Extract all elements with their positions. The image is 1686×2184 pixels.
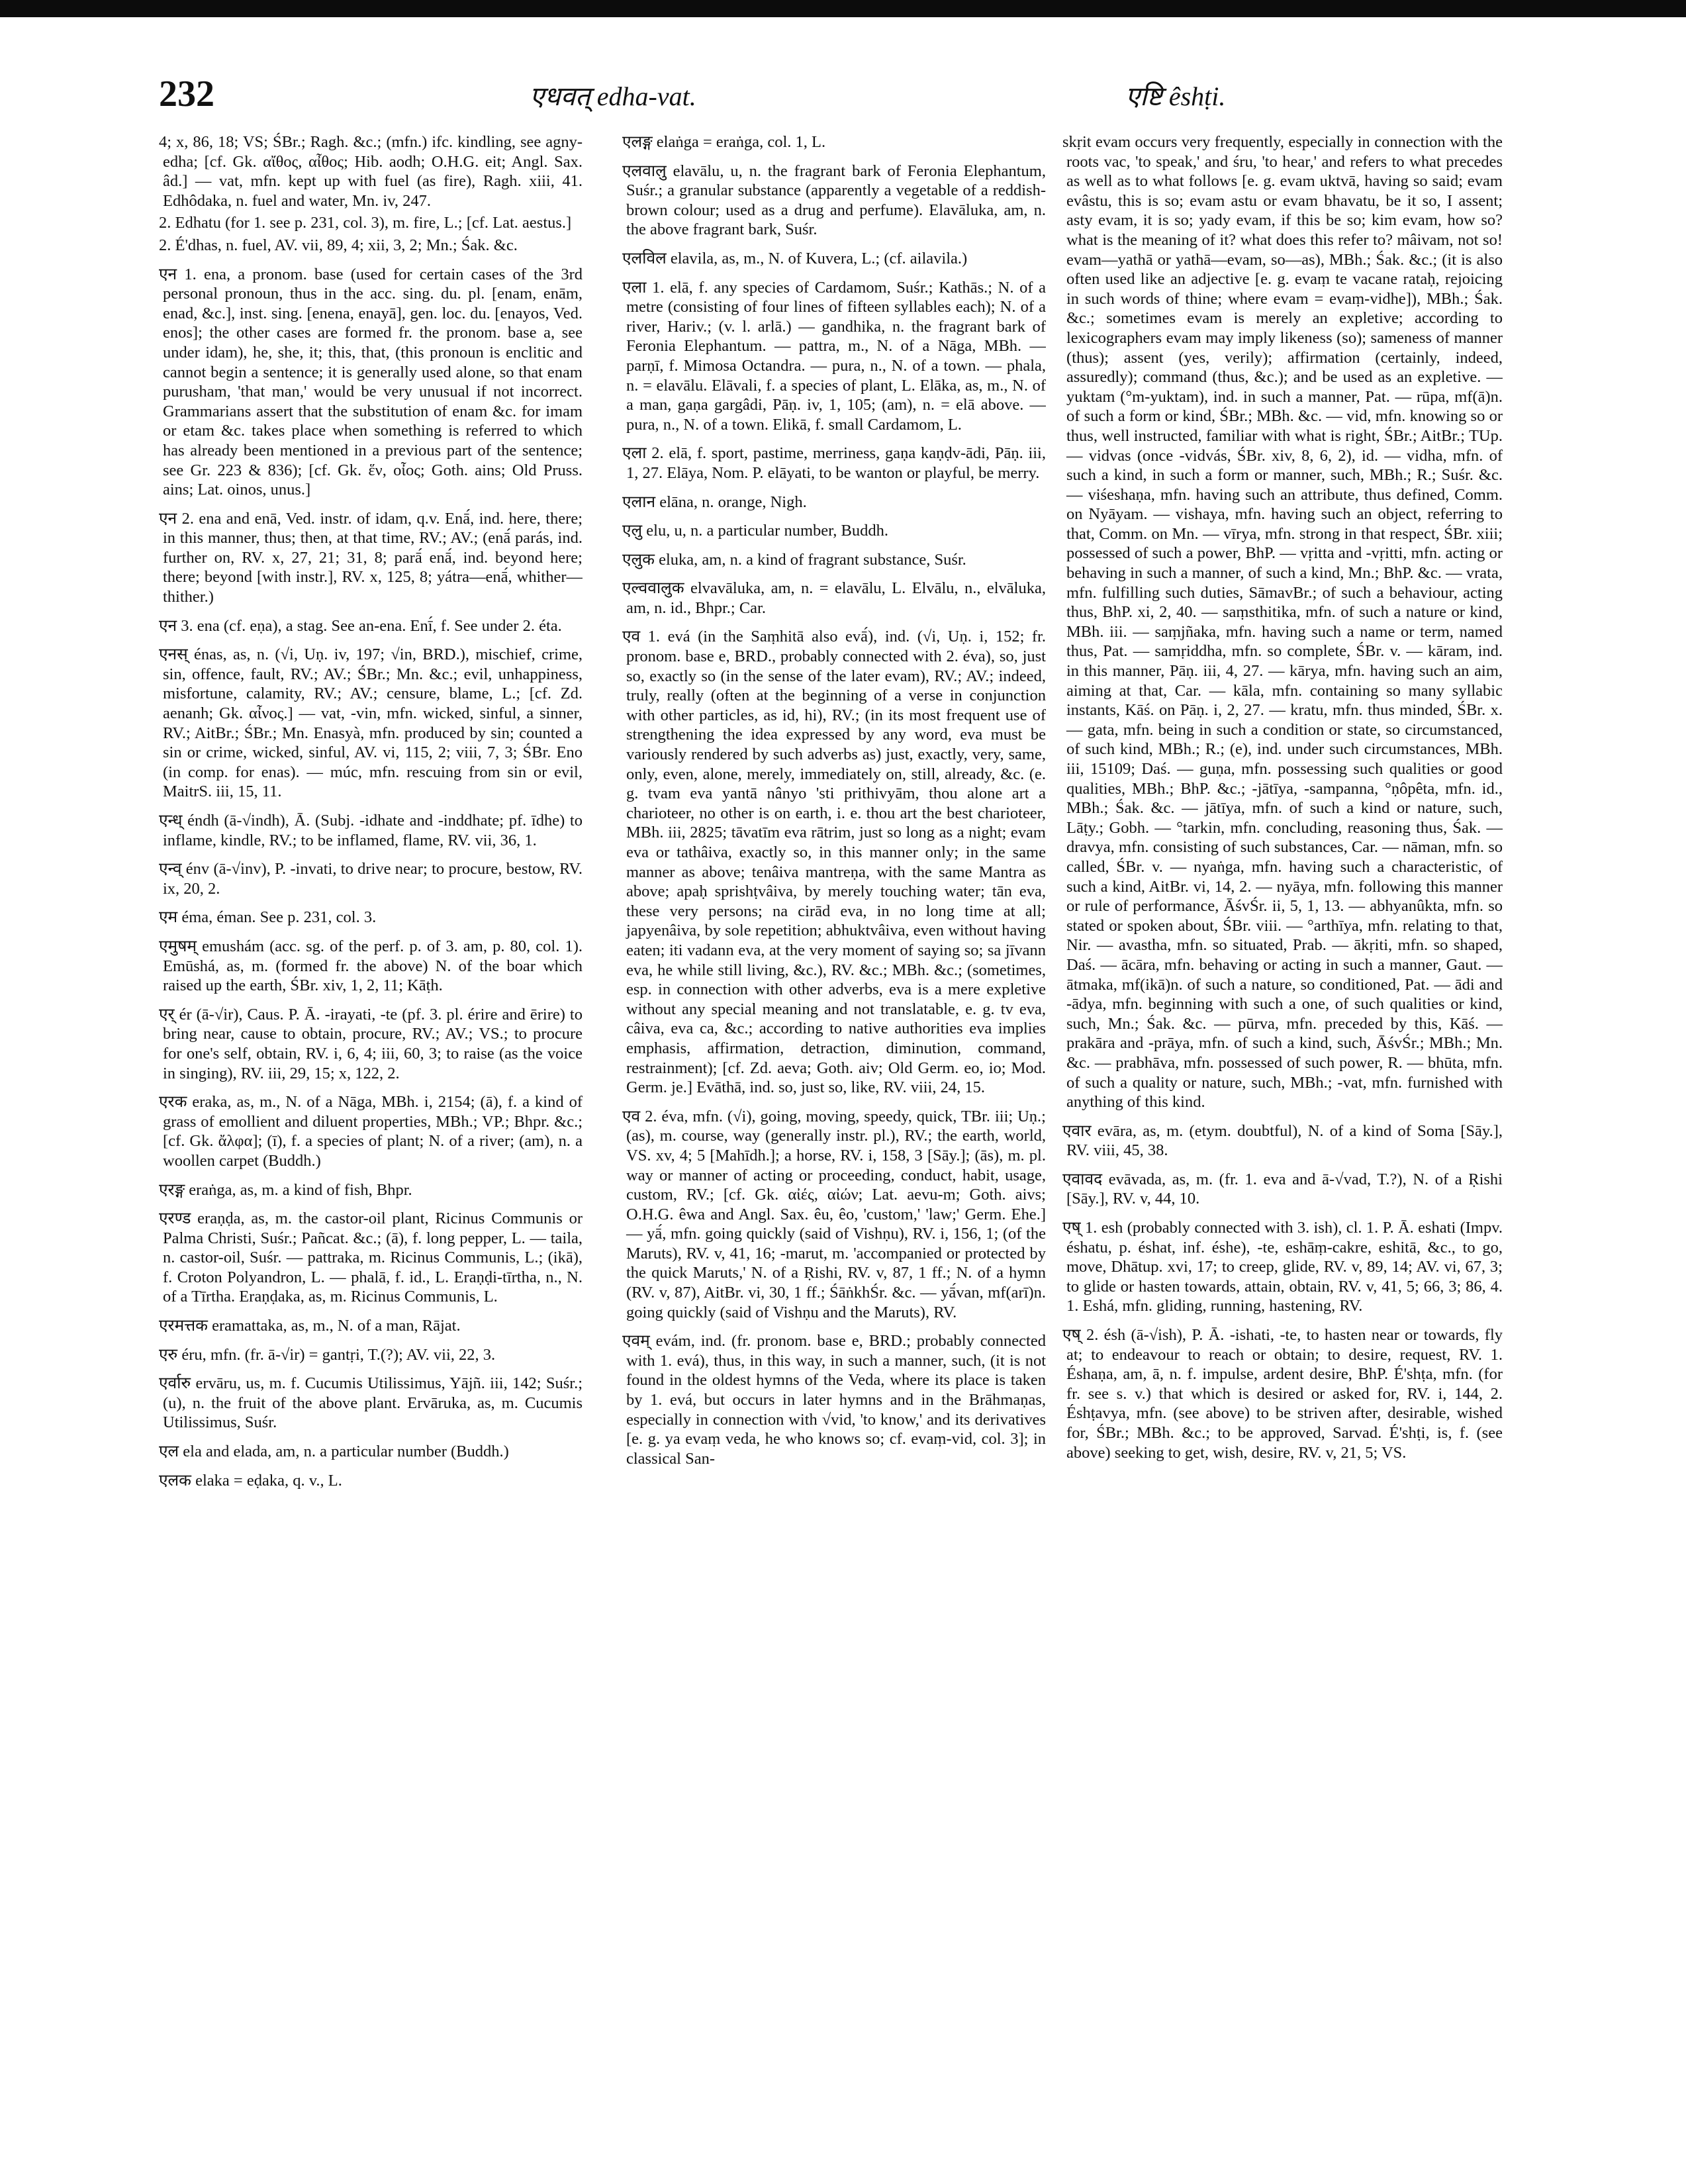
dictionary-entry: एल्ववालुक elvavāluka, am, n. = elavālu, L. Elvālu, n., elvāluka, am, n. id., Bhpr.; Car. — [622, 579, 1046, 617]
dictionary-entry: एवार evāra, as, m. (etym. doubtful), N. of a kind of Soma [Sāy.], RV. viii, 45, 38. — [1062, 1121, 1503, 1160]
dictionary-entry: एव 1. evá (in the Saṃhitā also evā́), ind. (√i, Uṇ. i, 152; fr. pronom. base e, BRD., probably connected with 2. éva), so, just so, exactly so (in the sense of the later evam), RV.; AV.; indeed, truly, really (often at the beginning of a verse in conjunction with other particles, as id, hi), RV.; (in its most frequent use of strengthening the idea expressed by any word, eva must be variously rendered by such adverbs as) just, exactly, very, same, only, even, alone, merely, immediately on, still, already, &c. (e. g. tvam eva yantā nânyo 'sti prithivyām, thou alone art a charioteer, no other is on earth, i. e. thou art the best charioteer, MBh. iii, 2825; tāvatīm eva rātrim, just so long as a night; evam eva or tathâiva, exactly so, in this manner only; in the same manner as above; tenâiva mantreṇa, with the same Mantra as above; apaḥ sprishṭvâiva, by merely touching water; tān eva, these very persons; na cirād eva, in no long time at all; japyenâiva, by sole repetition; abhuktvâiva, even without having eaten; iti vadann eva, at the very moment of saying so; sa jīvann eva, he while still living, &c.), RV. &c.; MBh. &c.; (sometimes, esp. in connection with other adverbs, eva is a mere expletive without any special meaning and not translatable, e. g. tv eva, câiva, eva ca, &c.; according to native authorities eva implies emphasis, affirmation, detraction, diminution, command, restrainment); [cf. Zd. aeva; Goth. aiv; Old Germ. eo, io; Mod. Germ. je.] Evāthā, ind. so, just so, like, RV. viii, 24, 15. — [622, 628, 1046, 1097]
dictionary-entry: एलान elāna, n. orange, Nigh. — [622, 493, 807, 511]
dictionary-entry: एला 2. elā, f. sport, pastime, merriness, gaṇa kaṇḍv-ādi, Pāṇ. iii, 1, 27. Elāya, Nom. P. elāyati, to be wanton or playful, be merry. — [622, 444, 1046, 482]
dictionary-entry: एन 1. ena, a pronom. base (used for certain cases of the 3rd personal pronoun, thus in the acc. sing. du. pl. [enam, enām, enad, &c.], inst. sing. [enena, enayā], gen. loc. du. [enayos, Ved. enos]; the other cases are formed fr. the pronom. base a, see under idam), he, she, it; this, that, (this pronoun is enclitic and cannot begin a sentence; it is generally used alone, so that enam purusham, 'that man,' would be very unusual if not incorrect. Grammarians assert that the substitution of enam &c. for imam or etam &c. takes place when something is referred to which has already been mentioned in a previous part of the sentence; see Gr. 223 & 836); [cf. Gk. ἕν, οἶος; Goth. ains; Old Pruss. ains; Lat. oinos, unus.] — [159, 265, 583, 499]
dictionary-column-1 — [159, 132, 583, 2158]
dictionary-entry: skṛit evam occurs very frequently, especially in connection with the roots vac, 'to speak,' and śru, 'to hear,' and refers to what precedes as well as to what follows [e. g. evam uktvā, having so said; evam evâstu, this is so; evam astu or evam bhavatu, be it so, I assent; asty evam, it is so; yady evam, if this be so; kim evam, how so? what is the meaning of it? what does this refer to? mâivam, not so! evam—yathā or yathā—evam, so—as), MBh.; Śak. &c.; (it is also often used like an adjective [e. g. evaṃ te vacane rataḥ, rejoicing in such words of thine; where evam = evaṃ-vidhe]), MBh.; Śak. &c.; sometimes evam is merely an expletive; according to lexicographers evam may imply likeness (so); sameness of manner (thus); assent (yes, verily); affirmation (certainly, indeed, assuredly); command (thus, &c.); and be used as an expletive. — yuktam (°m-yuktam), ind. in such a manner, Pat. — rūpa, mf(ā)n. of such a form or kind, ŚBr.; MBh. &c. — vid, mfn. knowing so or thus, well instructed, familiar with what is right, ŚBr.; AitBr.; TUp. — vidvas (once -vidvás, ŚBr. xiv, 8, 6, 2), id. — vidha, mfn. of such a kind, in such a form or manner, such, MBh.; R.; Suśr. &c. — viśeshaṇa, mfn. having such an attribute, thus defined, Comm. on Nyāyam. — vishaya, mfn. having such an object, referring to that, Comm. on Mn. — vīrya, mfn. strong in that respect, ŚBr. xiii; possessed of such a power, BhP. — vṛitta and -vṛitti, mfn. acting or behaving in such a manner, of such a kind, Mn.; BhP. &c. — vrata, mfn. fulfilling such duties, SāmavBr.; of such a behaviour, acting thus, BhP. xi, 2, 40. — saṃsthitika, mfn. of such a nature or kind, MBh. iii. — saṃjñaka, mfn. having such a name or term, named thus, Pat. — samṛiddha, mfn. so complete, ŚBr. v. — kāram, ind. in this manner, Pāṇ. iii, 4, 27. — kārya, mfn. having such an aim, aiming at that, Car. — kāla, mfn. containing so many syllabic instants, Kāś. on Pāṇ. i, 2, 27. — kratu, mfn. thus minded, ŚBr. x. — gata, mfn. being in such a condition or state, so circumstanced, of such kind, MBh.; R.; (e), ind. under such circumstances, MBh. iii, 15109; Daś. — guṇa, mfn. possessing such qualities or good qualities, MBh.; BhP. &c.; -jātīya, -sampanna, °ṇôpêta, mfn. id., MBh.; Śak. &c. — jātīya, mfn. of such a kind or nature, such, Lāṭy.; Gobh. — °tarkin, mfn. concluding, reasoning thus, Śak. — dravya, mfn. consisting of such substances, Car. — nāman, mfn. so called, ŚBr. v. — nyaṅga, mfn. having such a characteristic, of such a kind, AitBr. vi, 14, 2. — nyāya, mfn. following this manner or rule of performance, ĀśvŚr. ii, 5, 1, 13. — abhyanûkta, mfn. so stated or spoken about, ŚBr. viii. — °arthīya, mfn. relating to that, Nir. — avastha, mfn. so situated, Prab. — ākṛiti, mfn. so shaped, Daś. — ācāra, mfn. behaving or acting in such a manner, Gaut. — ātmaka, mf(ikā)n. of such a nature, so conditioned, Pat. — ādi and -ādya, mfn. beginning with such a one, of such qualities or kind, such, Mn.; Śak. &c. — pūrva, mfn. preceded by this, Kāś. — prakāra and -prāya, mfn. of such a kind, such, ĀśvŚr.; MBh.; Mn. &c. — prabhāva, mfn. possessed of such power, R. — bhūta, mfn. of such a quality or nature, such, MBh.; -vat, mfn. furnished with anything of this kind. — [1062, 133, 1503, 1112]
dictionary-entry: एर् ér (ā-√ir), Caus. P. Ā. -irayati, -te (pf. 3. pl. érire and ērire) to bring near, cause to obtain, procure, RV.; AV.; VS.; to procure for one's self, obtain, RV. i, 6, 4; iii, 60, 3; to raise (as the voice in singing), RV. iii, 29, 15; x, 122, 2. — [159, 1005, 583, 1082]
page-number: 232 — [159, 73, 214, 115]
dictionary-entry: 2. É'dhas, n. fuel, AV. vii, 89, 4; xii, 3, 2; Mn.; Śak. &c. — [159, 236, 518, 254]
dictionary-entry: एलवालु elavālu, u, n. the fragrant bark of Feronia Elephantum, Suśr.; a granular substance (apparently a vegetable of a reddish-brown colour; used as a drug and perfume). Elavāluka, am, n. the above fragrant bark, Suśr. — [622, 162, 1046, 239]
dictionary-entry: एनस् énas, as, n. (√i, Uṇ. iv, 197; √in, BRD.), mischief, crime, sin, offence, fault, RV.; AV.; ŚBr.; Mn. &c.; evil, unhappiness, misfortune, calamity, RV.; AV.; censure, blame, L.; [cf. Zd. aenanh; Gk. αἶνος.] — vat, -vin, mfn. wicked, sinful, a sinner, RV.; AitBr.; ŚBr.; Mn. Enasyà, mfn. produced by sin; counted a sin or crime, wicked, sinful, AV. vi, 115, 2; viii, 7, 3; ŚBr. Eno (in comp. for enas). — múc, mfn. rescuing from sin or evil, MaitrS. iii, 15, 11. — [159, 645, 583, 801]
dictionary-entry: 2. Edhatu (for 1. see p. 231, col. 3), m. fire, L.; [cf. Lat. aestus.] — [159, 214, 572, 232]
dictionary-entry: एरङ्ग eraṅga, as, m. a kind of fish, Bhpr. — [159, 1180, 412, 1199]
dictionary-entry: 4; x, 86, 18; VS; ŚBr.; Ragh. &c.; (mfn.) ifc. kindling, see agny-edha; [cf. Gk. αἴθος, αἶθος; Hib. aodh; O.H.G. eit; Angl. Sax. âd.] — vat, mfn. kept up with fuel (as fire), Ragh. xiii, 41. Edhôdaka, n. fuel and water, Mn. iv, 247. — [159, 133, 583, 210]
running-header — [159, 73, 1549, 126]
dictionary-entry: एन्ध् éndh (ā-√indh), Ā. (Subj. -idhate and -inddhate; pf. īdhe) to inflame, kindle, RV.; to be inflamed, flame, RV. vii, 36, 1. — [159, 812, 583, 849]
dictionary-entry: एरु éru, mfn. (fr. ā-√ir) = gantṛi, T.(?); AV. vii, 22, 3. — [159, 1345, 496, 1364]
dictionary-entry: एल ela and elada, am, n. a particular number (Buddh.) — [159, 1443, 509, 1461]
dictionary-entry: एलु elu, u, n. a particular number, Buddh. — [622, 522, 889, 540]
dictionary-entry: एलङ्ग elaṅga = eraṅga, col. 1, L. — [622, 133, 826, 151]
dictionary-entry: एष् 2. ésh (ā-√ish), P. Ā. -ishati, -te, to hasten near or towards, fly at; to endeavour to reach or obtain; to desire, request, RV. 1. Éshaṇa, am, ā, n. f. impulse, ardent desire, BhP. É'shṭa, mfn. (for fr. see s. v.) that which is desired or asked for, RV. i, 144, 2. Éshṭavya, mfn. (see above) to be striven after, desirable, wished for, ŚBr.; MBh. &c.; to be approved, Sarvad. É'shṭi, is, f. (see above) seeking to get, wish, desire, RV. v, 21, 5; VS. — [1062, 1326, 1503, 1462]
dictionary-entry: एर्वारु ervāru, us, m. f. Cucumis Utilissimus, Yājñ. iii, 142; Suśr.; (u), n. the fruit of the above plant. Ervāruka, as, m. Cucumis Utilissimus, Suśr. — [159, 1374, 583, 1432]
dictionary-entry: एला 1. elā, f. any species of Cardamom, Suśr.; Kathās.; N. of a metre (consisting of four lines of fifteen syllables each); N. of a river, Hariv.; (v. l. arlā.) — gandhika, n. the fragrant bark of Feronia Elephantum. — pattra, m., N. of a Nāga, MBh. — parṇī, f. Mimosa Octandra. — pura, n., N. of a town. — phala, n. = elavālu. Elāvali, f. a species of plant, L. Elāka, as, m., N. of a man, gaṇa gargâdi, Pāṇ. iv, 1, 105; (am), n. = elā above. — pura, n., N. of a town. Elikā, f. small Cardamom, L. — [622, 278, 1046, 434]
dictionary-entry: एवम् evám, ind. (fr. pronom. base e, BRD.; probably connected with 1. evá), thus, in this way, in such a manner, such, (it is not found in the oldest hymns of the Veda, where its place is taken by 1. evá, but occurs in later hymns and in the Brāhmaṇas, especially in connection with √vid, 'to know,' and its derivatives [e. g. ya evaṃ veda, he who knows so; cf. evaṃ-vid, col. 3]; in classical San- — [622, 1332, 1046, 1468]
dictionary-entry: एरक eraka, as, m., N. of a Nāga, MBh. i, 2154; (ā), f. a kind of grass of emollient and diluent properties, MBh.; VP.; Bhpr. &c.; [cf. Gk. ἄλφα]; (ī), f. a species of plant; N. of a river; (am), n. a woollen carpet (Buddh.) — [159, 1093, 583, 1170]
left-running-head: एधवत् edha-vat. — [530, 81, 696, 111]
right-running-head: एष्टि êshṭi. — [1125, 81, 1226, 111]
top-border-rule — [0, 0, 1686, 17]
dictionary-column-2 — [622, 132, 1046, 2158]
dictionary-entry: एरमत्तक eramattaka, as, m., N. of a man, Rājat. — [159, 1317, 461, 1335]
dictionary-entry: एवावद evāvada, as, m. (fr. 1. eva and ā-√vad, T.?), N. of a Ṛishi [Sāy.], RV. v, 44, 10. — [1062, 1170, 1503, 1208]
dictionary-entry: एमुषम् emushám (acc. sg. of the perf. p. of 3. am, p. 80, col. 1). Emūshá, as, m. (formed fr. the above) N. of the boar which raised up the earth, ŚBr. xiv, 1, 2, 11; Kāṭh. — [159, 937, 583, 995]
dictionary-entry: एरण्ड eraṇḍa, as, m. the castor-oil plant, Ricinus Communis or Palma Christi, Suśr.; Pañcat. &c.; (ā), f. long pepper, L. — taila, n. castor-oil, Suśr. — pattraka, m. Ricinus Communis, L.; (ikā), f. Croton Polyandron, L. — phalā, f. id., L. Eraṇḍi-tīrtha, n., N. of a Tīrtha. Eraṇḍaka, as, m. Ricinus Communis, L. — [159, 1210, 583, 1306]
dictionary-entry: एलविल elavila, as, m., N. of Kuvera, L.; (cf. ailavila.) — [622, 249, 968, 267]
dictionary-entry: एन 3. ena (cf. eṇa), a stag. See an-ena. Enī́, f. See under 2. éta. — [159, 616, 562, 635]
dictionary-entry: एष् 1. esh (probably connected with 3. ish), cl. 1. P. Ā. eshati (Impv. éshatu, p. éshat, inf. éshe), -te, eshāṃ-cakre, eshitā, &c., to go, move, Dhātup. xvi, 17; to creep, glide, RV. v, 89, 14; AV. vi, 67, 3; to glide or hasten towards, attain, obtain, RV. v, 41, 5; 66, 3; 86, 4. 1. Eshá, mfn. gliding, running, hastening, RV. — [1062, 1219, 1503, 1315]
dictionary-column-3 — [1062, 132, 1503, 2158]
dictionary-entry: एन्व् énv (ā-√inv), P. -invati, to drive near; to procure, bestow, RV. ix, 20, 2. — [159, 860, 583, 898]
dictionary-entry: एम éma, éman. See p. 231, col. 3. — [159, 908, 377, 927]
dictionary-entry: एव 2. éva, mfn. (√i), going, moving, speedy, quick, TBr. iii; Uṇ.; (as), m. course, way (generally instr. pl.), RV.; the earth, world, VS. xv, 4; 5 [Mahīdh.]; a horse, RV. i, 158, 3 [Sāy.]; (ās), m. pl. way or manner of acting or proceeding, conduct, habit, usage, custom, RV.; [cf. Gk. αἰές, αἰών; Lat. aevu-m; Goth. aivs; O.H.G. êwa and Angl. Sax. êu, êo, 'custom,' 'law;' Germ. Ehe.] — yā́, mfn. going quickly (said of Vishṇu), RV. i, 156, 1; (of the Maruts), RV. v, 41, 16; -marut, m. 'accompanied or protected by the quick Maruts,' N. of a Ṛishi, RV. v, 87, 1 ff.; N. of a hymn (RV. v, 87), AitBr. vi, 30, 1 ff.; ŚāṅkhŚr. &c. — yā́van, mf(arī)n. going quickly (said of Vishṇu and the Maruts), RV. — [622, 1107, 1046, 1321]
dictionary-entry: एलक elaka = eḍaka, q. v., L. — [159, 1471, 342, 1490]
dictionary-entry: एन 2. ena and enā, Ved. instr. of idam, q.v. Enā́, ind. here, there; in this manner, thus; then, at that time, RV.; AV.; (enā́ parás, ind. further on, RV. x, 27, 21; 31, 8; parā́ enā́, ind. beyond here; there; beyond [with instr.], RV. x, 125, 8; yátra—enā́, whither—thither.) — [159, 509, 583, 606]
dictionary-entry: एलुक eluka, am, n. a kind of fragrant substance, Suśr. — [622, 550, 966, 569]
